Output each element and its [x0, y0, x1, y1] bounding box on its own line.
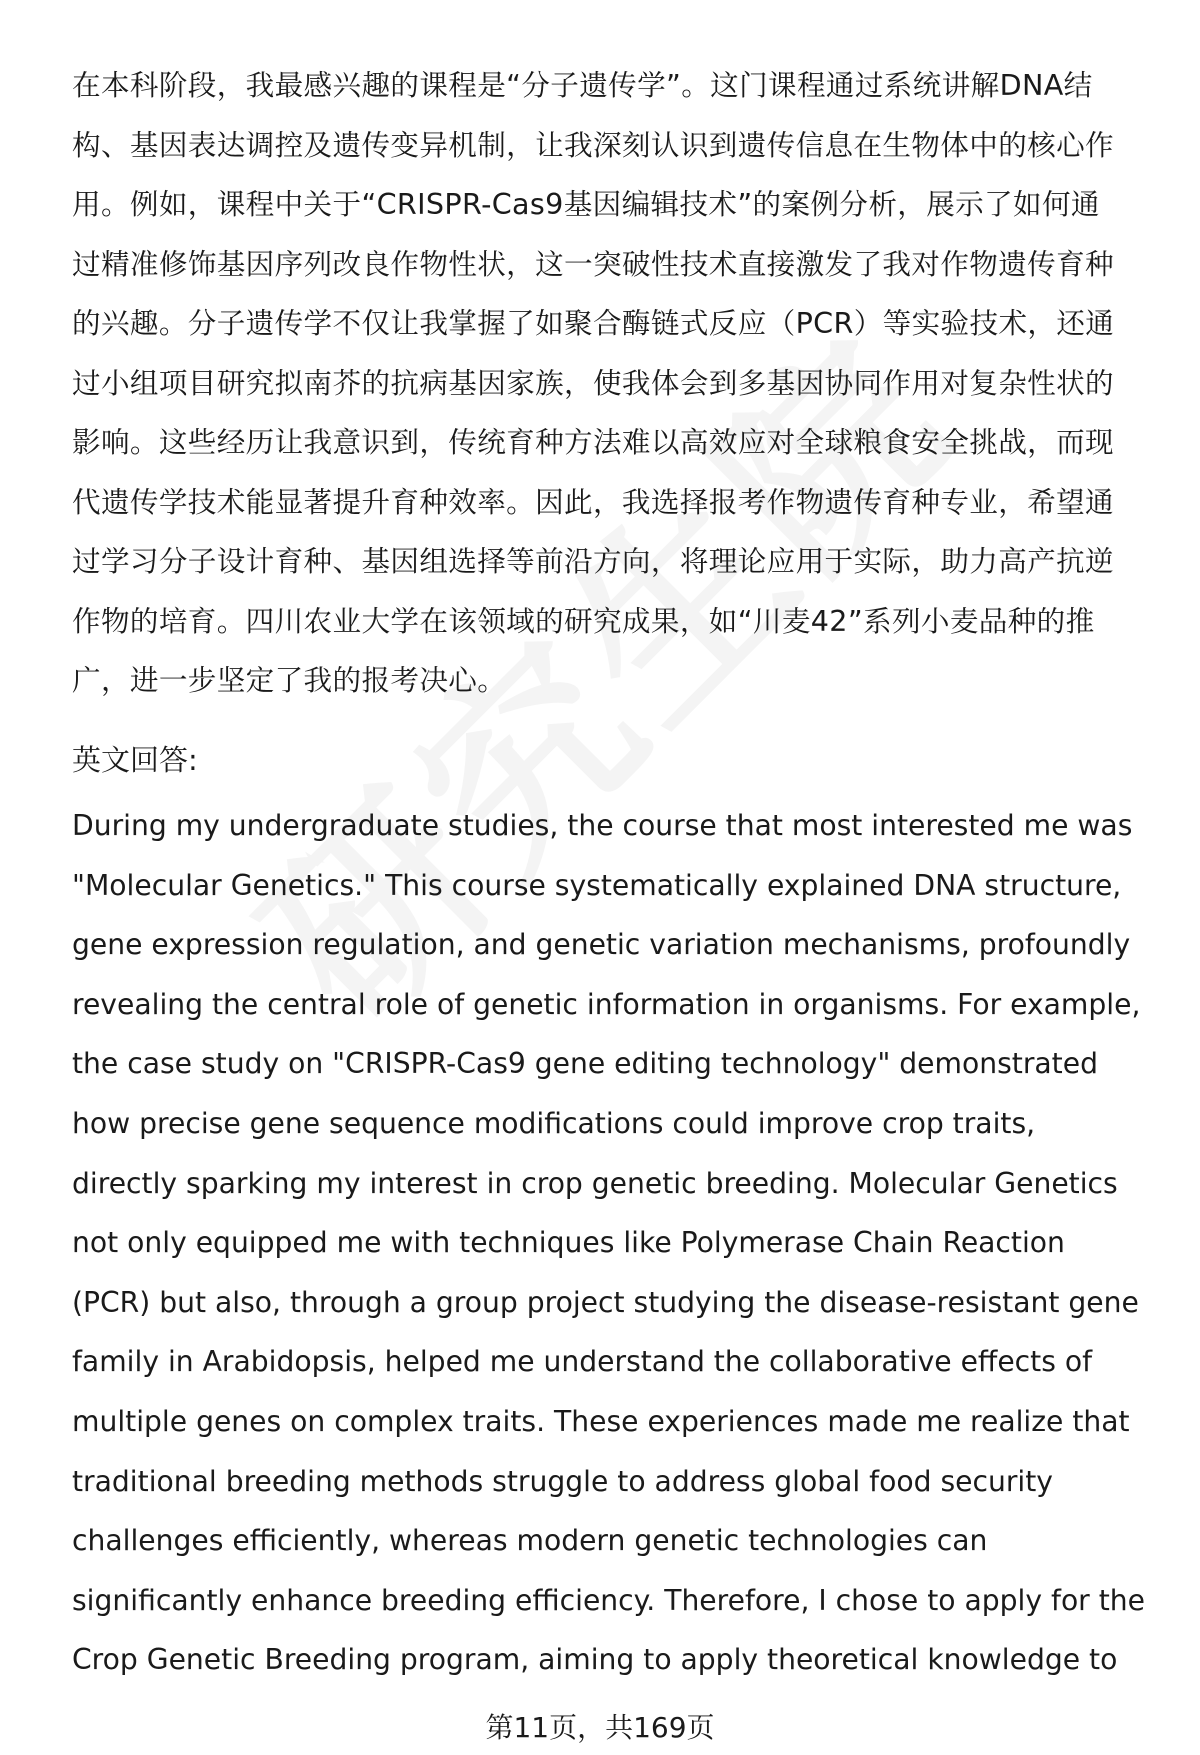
text-line: not only equipped me with techniques like Polymerase Chain Reaction	[72, 1226, 1065, 1260]
text-line: revealing the central role of genetic information in organisms. For example,	[72, 987, 1141, 1021]
text-line: "Molecular Genetics." This course systematically explained DNA structure,	[72, 868, 1122, 902]
text-line: 过小组项目研究拟南芥的抗病基因家族，使我体会到多基因协同作用对复杂性状的	[72, 365, 1114, 400]
text-line: the case study on "CRISPR-Cas9 gene editing technology" demonstrated	[72, 1047, 1098, 1081]
text-line: 过学习分子设计育种、基因组选择等前沿方向，将理论应用于实际，助力高产抗逆	[72, 544, 1114, 578]
text-line: traditional breeding methods struggle to address global food security	[72, 1464, 1053, 1498]
page-number-footer: 第11页，共169页	[485, 1711, 715, 1744]
english-answer-heading: 英文回答:	[72, 743, 198, 777]
text-line: challenges efficiently, whereas modern genetic technologies can	[72, 1524, 988, 1558]
text-line: 广，进一步坚定了我的报考决心。	[72, 663, 507, 697]
text-line: how precise gene sequence modifications could improve crop traits,	[72, 1106, 1036, 1140]
text-line: gene expression regulation, and genetic variation mechanisms, profoundly	[72, 928, 1131, 962]
text-line: directly sparking my interest in crop genetic breeding. Molecular Genetics	[72, 1166, 1118, 1200]
text-line: Crop Genetic Breeding program, aiming to apply theoretical knowledge to	[72, 1643, 1118, 1677]
text-line: 影响。这些经历让我意识到，传统育种方法难以高效应对全球粮食安全挑战，而现	[72, 425, 1114, 459]
text-line: family in Arabidopsis, helped me understand the collaborative effects of	[72, 1345, 1093, 1379]
text-line: 代遗传学技术能显著提升育种效率。因此，我选择报考作物遗传育种专业，希望通	[72, 484, 1114, 519]
chinese-answer-paragraph	[72, 56, 1134, 711]
text-line: 的兴趣。分子遗传学不仅让我掌握了如聚合酶链式反应（PCR）等实验技术，还通	[72, 306, 1115, 340]
text-line: 作物的培育。四川农业大学在该领域的研究成果，如“川麦42”系列小麦品种的推	[72, 603, 1095, 638]
text-line: During my undergraduate studies, the course that most interested me was	[72, 809, 1133, 842]
text-line: 用。例如，课程中关于“CRISPR-Cas9基因编辑技术”的案例分析，展示了如何通	[72, 187, 1100, 221]
english-answer-paragraph	[72, 796, 1152, 1690]
text-line: (PCR) but also, through a group project studying the disease-resistant gene	[72, 1285, 1139, 1319]
text-line: multiple genes on complex traits. These experiences made me realize that	[72, 1404, 1130, 1438]
text-line: 构、基因表达调控及遗传变异机制，让我深刻认识到遗传信息在生物体中的核心作	[72, 127, 1114, 162]
text-line: 过精准修饰基因序列改良作物性状，这一突破性技术直接激发了我对作物遗传育种	[72, 246, 1114, 281]
text-line: significantly enhance breeding efficiency. Therefore, I chose to apply for the	[72, 1583, 1145, 1617]
text-line: 在本科阶段，我最感兴趣的课程是“分子遗传学”。这门课程通过系统讲解DNA结	[72, 68, 1093, 102]
